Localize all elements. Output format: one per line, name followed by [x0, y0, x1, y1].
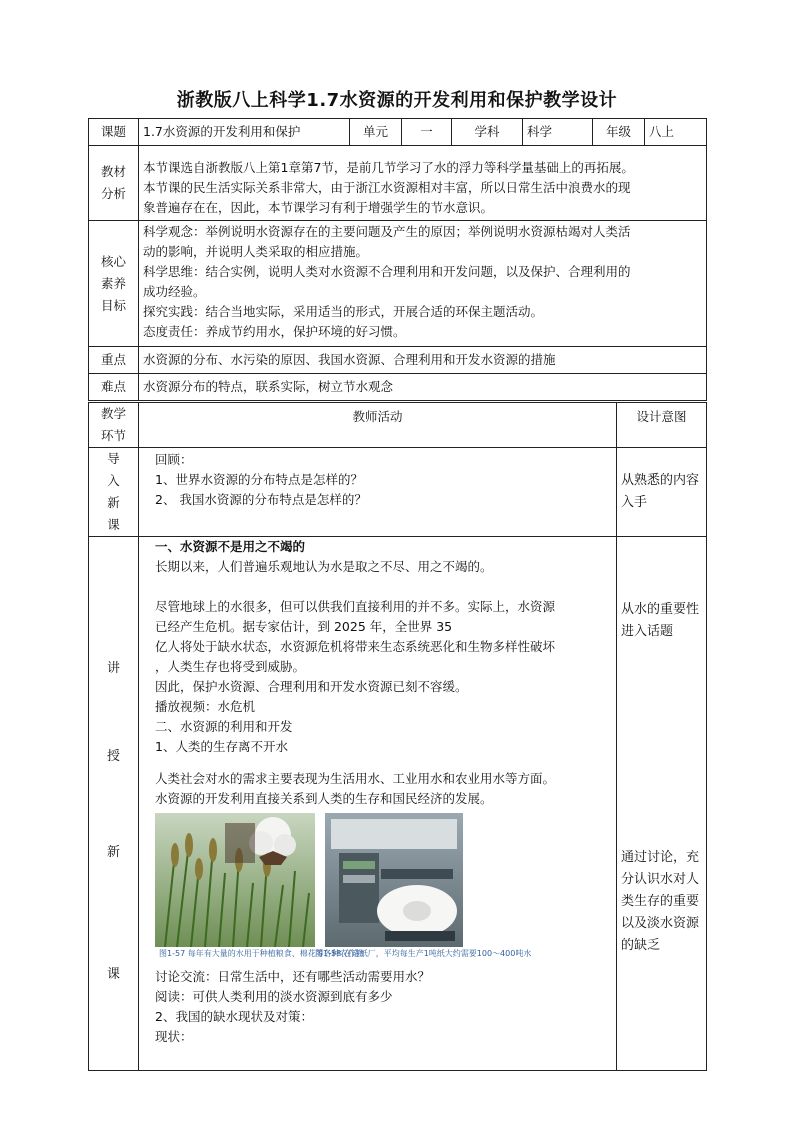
page-title: 浙教版八上科学1.7水资源的开发利用和保护教学设计	[176, 90, 618, 111]
lecture-stage: 讲 授 新 课	[89, 537, 139, 1071]
analysis-label: 教材 分析	[89, 146, 139, 221]
key-points-label: 重点	[89, 347, 139, 374]
grade-value: 八上	[645, 119, 707, 146]
difficult-points-label: 难点	[89, 374, 139, 401]
literacy-label: 核心 素养 目标	[89, 221, 139, 347]
lesson-info-table	[88, 118, 707, 401]
textbook-figure	[143, 813, 532, 965]
section-heading: 一、水资源不是用之不竭的	[155, 539, 306, 554]
teacher-activity-header: 教师活动	[139, 403, 617, 448]
key-points-text: 水资源的分布、水污染的原因、我国水资源、合理利用和开发水资源的措施	[139, 347, 707, 374]
difficult-points-text: 水资源分布的特点，联系实际，树立节水观念	[139, 374, 707, 401]
stage-header: 教学 环节	[89, 403, 139, 448]
lecture-activity: 一、水资源不是用之不竭的 长期以来，人们普遍乐观地认为水是取之不尽、用之不竭的。 尽管地球上的水很多，但可以供我们直接利用的并不多。实际上，水资源 已经产生危机。据专家估计，到 2025 年，全世界 35 亿人将处于缺水状态，水资源危机将带来生态系统恶化和生物多样性破坏 ，人类生存也将受到威胁。 因此，保护水资源、合理利用和开发水资源已刻不容缓。 播放视频：水危机 二、水资源的利用和开发 1、人类的生存离不开水 人类社会对水的需求主要表现为生活用水、工业用水和农业用水等方面。 水资源的开发利用直接关系到人类的生存和国民经济的发展。 图1-57 每年有大量的水用于种植粮食、棉花等各种农作物 图1-58 在造纸厂，平均每生产1吨纸大约需要100～400吨水 讨论交流：日常生活中，还有哪些活动需要用水？ 阅读：可供人类利用的淡水资源到底有多少 2、我国的缺水现状及对策： 现状：	[139, 537, 617, 1071]
lecture-intent-2: 通过讨论，充分认识水对人类生存的重要以及淡水资源的缺乏	[621, 850, 700, 953]
subject-value: 科学	[523, 119, 593, 146]
textbook-figure-image	[155, 813, 532, 965]
intro-intent: 从熟悉的内容入手	[617, 448, 707, 537]
teaching-process-table	[88, 402, 707, 1071]
figure-caption-right: 图1-58 在造纸厂，平均每生产1吨纸大约需要100～400吨水	[315, 949, 532, 958]
design-intent-header: 设计意图	[617, 403, 707, 448]
lesson-label: 课题	[89, 119, 139, 146]
intro-stage: 导 入 新 课	[89, 448, 139, 537]
intro-activity: 回顾： 1、世界水资源的分布特点是怎样的？ 2、 我国水资源的分布特点是怎样的？	[139, 448, 617, 537]
unit-value: 一	[402, 119, 452, 146]
unit-label: 单元	[350, 119, 402, 146]
analysis-text: 本节课选自浙教版八上第1章第7节，是前几节学习了水的浮力等科学量基础上的再拓展。 本节课的民生活实际关系非常大，由于浙江水资源相对丰富，所以日常生活中浪费水的现 象普遍存在在，因此，本节课学习有利于增强学生的节水意识。	[139, 146, 707, 221]
lesson-value: 1.7水资源的开发利用和保护	[139, 119, 350, 146]
figure-caption-left: 图1-57 每年有大量的水用于种植粮食、棉花等各种农作物	[159, 949, 364, 958]
subject-label: 学科	[452, 119, 523, 146]
grade-label: 年级	[593, 119, 645, 146]
lecture-intent-1: 从水的重要性进入话题	[621, 602, 700, 639]
lecture-intent	[617, 537, 707, 1071]
literacy-text: 科学观念：举例说明水资源存在的主要问题及产生的原因；举例说明水资源枯竭对人类活 动的影响，并说明人类采取的相应措施。 科学思维：结合实例，说明人类对水资源不合理利用和开发问题，以及保护、合理利用的 成功经验。 探究实践：结合当地实际，采用适当的形式，开展合适的环保主题活动。 态度责任：养成节约用水，保护环境的好习惯。	[139, 221, 707, 347]
